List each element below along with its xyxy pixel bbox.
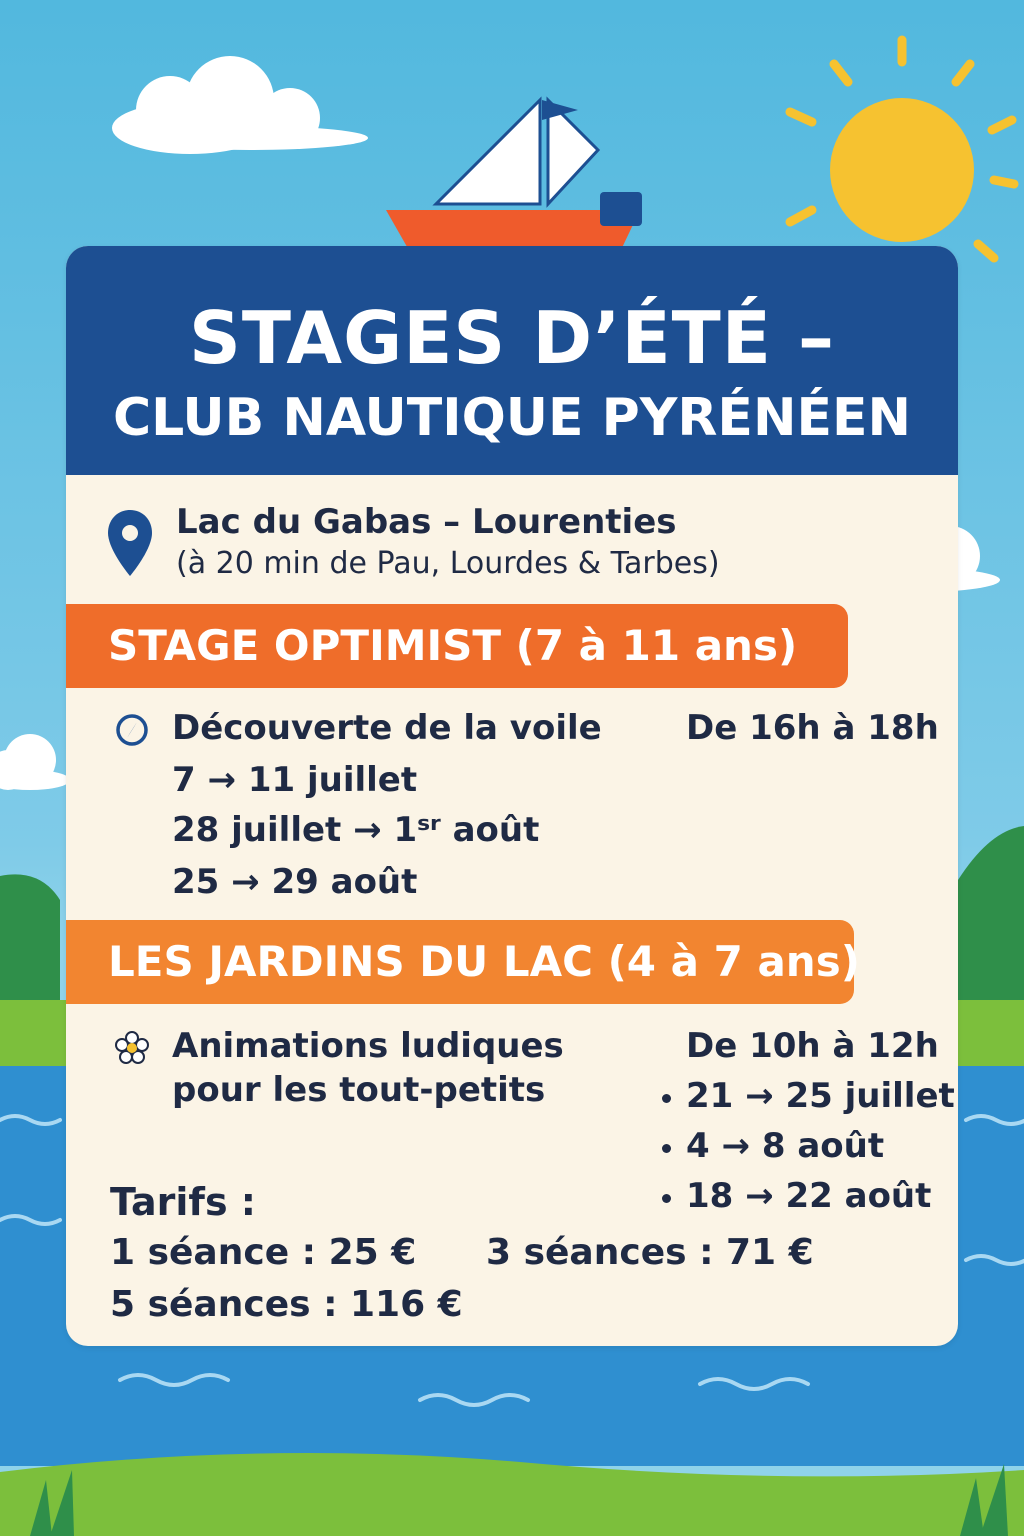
header-banner <box>66 246 958 475</box>
section-title-jardins: LES JARDINS DU LAC (4 à 7 ans) <box>66 920 854 1004</box>
cloud-icon <box>112 56 368 154</box>
tarif-one: 1 séance : 25 € <box>110 1232 417 1273</box>
optimist-date: 25 → 29 août <box>172 862 418 902</box>
optimist-hours: De 16h à 18h <box>686 708 939 748</box>
flower-icon <box>114 1030 150 1066</box>
cloud-icon <box>0 734 70 790</box>
jardins-date: 4 → 8 août <box>686 1126 885 1166</box>
section-title-optimist: STAGE OPTIMIST (7 à 11 ans) <box>66 604 848 688</box>
tarif-five: 5 séances : 116 € <box>110 1284 463 1325</box>
jardins-activity: pour les tout-petits <box>172 1070 546 1110</box>
sailboat-icon <box>380 100 650 267</box>
optimist-date: 28 juillet → 1ˢʳ août <box>172 810 540 850</box>
jardins-date: 21 → 25 juillet <box>686 1076 955 1116</box>
bullet <box>662 1094 671 1103</box>
jardins-activity: Animations ludiques <box>172 1026 564 1066</box>
map-pin-icon <box>106 508 154 578</box>
optimist-date: 7 → 11 juillet <box>172 760 418 800</box>
bullet <box>662 1194 671 1203</box>
jardins-date: 18 → 22 août <box>686 1176 932 1216</box>
tarif-three: 3 séances : 71 € <box>486 1232 814 1273</box>
tarifs-label: Tarifs : <box>110 1180 257 1224</box>
info-card <box>66 246 958 1346</box>
bullet <box>662 1144 671 1153</box>
jardins-hours: De 10h à 12h <box>686 1026 939 1066</box>
compass-icon <box>114 712 150 748</box>
optimist-activity: Découverte de la voile <box>172 708 602 748</box>
location-name: Lac du Gabas – Lourenties <box>176 502 677 542</box>
page-title: STAGES D’ÉTÉ – <box>189 296 835 380</box>
page-subtitle: CLUB NAUTIQUE PYRÉNÉEN <box>112 388 912 448</box>
location-subtitle: (à 20 min de Pau, Lourdes & Tarbes) <box>176 546 720 581</box>
